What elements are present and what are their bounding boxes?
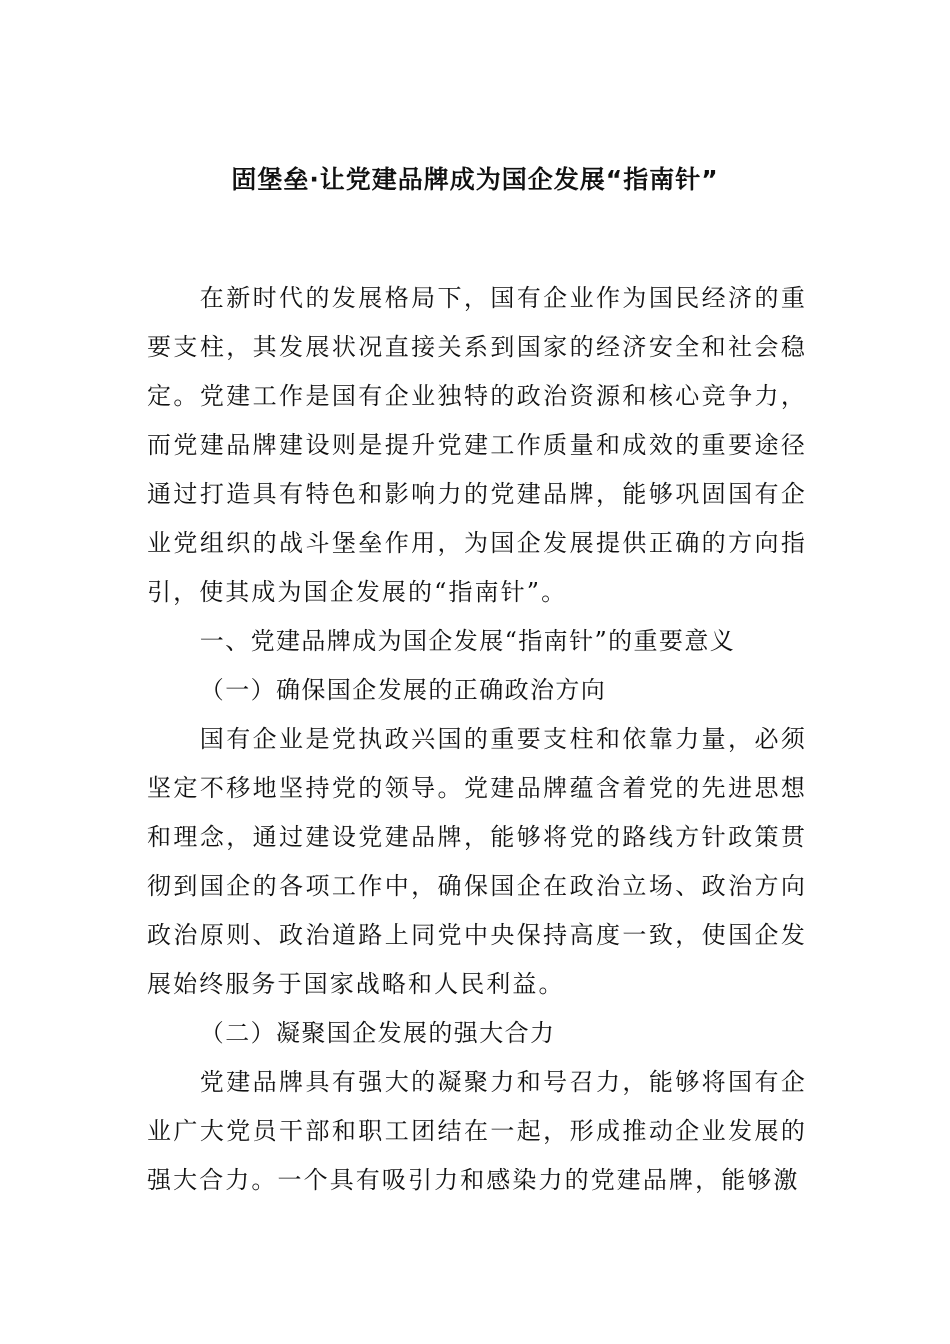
subsection-heading-1: （一）确保国企发展的正确政治方向 bbox=[199, 676, 607, 704]
subsection-1-paragraph: 国有企业是党执政兴国的重要支柱和依靠力量，必须坚定不移地坚持党的领导。党建品牌蕴含着党的先进思想和理念，通过建设党建品牌，能够将党的路线方针政策贯彻到国企的各项工作中，确保国企在政治立场、政治方向政治原则、政治道路上同党中央保持高度一致，使国企发展始终服务于国家战略和人民利益。 bbox=[147, 725, 807, 998]
section-heading-1: 一、党建品牌成为国企发展“指南针”的重要意义 bbox=[199, 627, 736, 655]
subsection-2-paragraph: 党建品牌具有强大的凝聚力和号召力，能够将国有企业广大党员干部和职工团结在一起，形成推动企业发展的强大合力。一个具有吸引力和感染力的党建品牌，能够激 bbox=[147, 1068, 807, 1194]
document-title: 固堡垒·让党建品牌成为国企发展“指南针” bbox=[231, 165, 719, 194]
intro-paragraph: 在新时代的发展格局下，国有企业作为国民经济的重要支柱，其发展状况直接关系到国家的经济安全和社会稳定。党建工作是国有企业独特的政治资源和核心竞争力，而党建品牌建设则是提升党建工作质量和成效的重要途径通过打造具有特色和影响力的党建品牌，能够巩固国有企业党组织的战斗堡垒作用，为国企发展提供正确的方向指引，使其成为国企发展的“指南针”。 bbox=[147, 284, 807, 606]
document-body bbox=[147, 274, 807, 1205]
subsection-heading-2: （二）凝聚国企发展的强大合力 bbox=[199, 1019, 556, 1047]
